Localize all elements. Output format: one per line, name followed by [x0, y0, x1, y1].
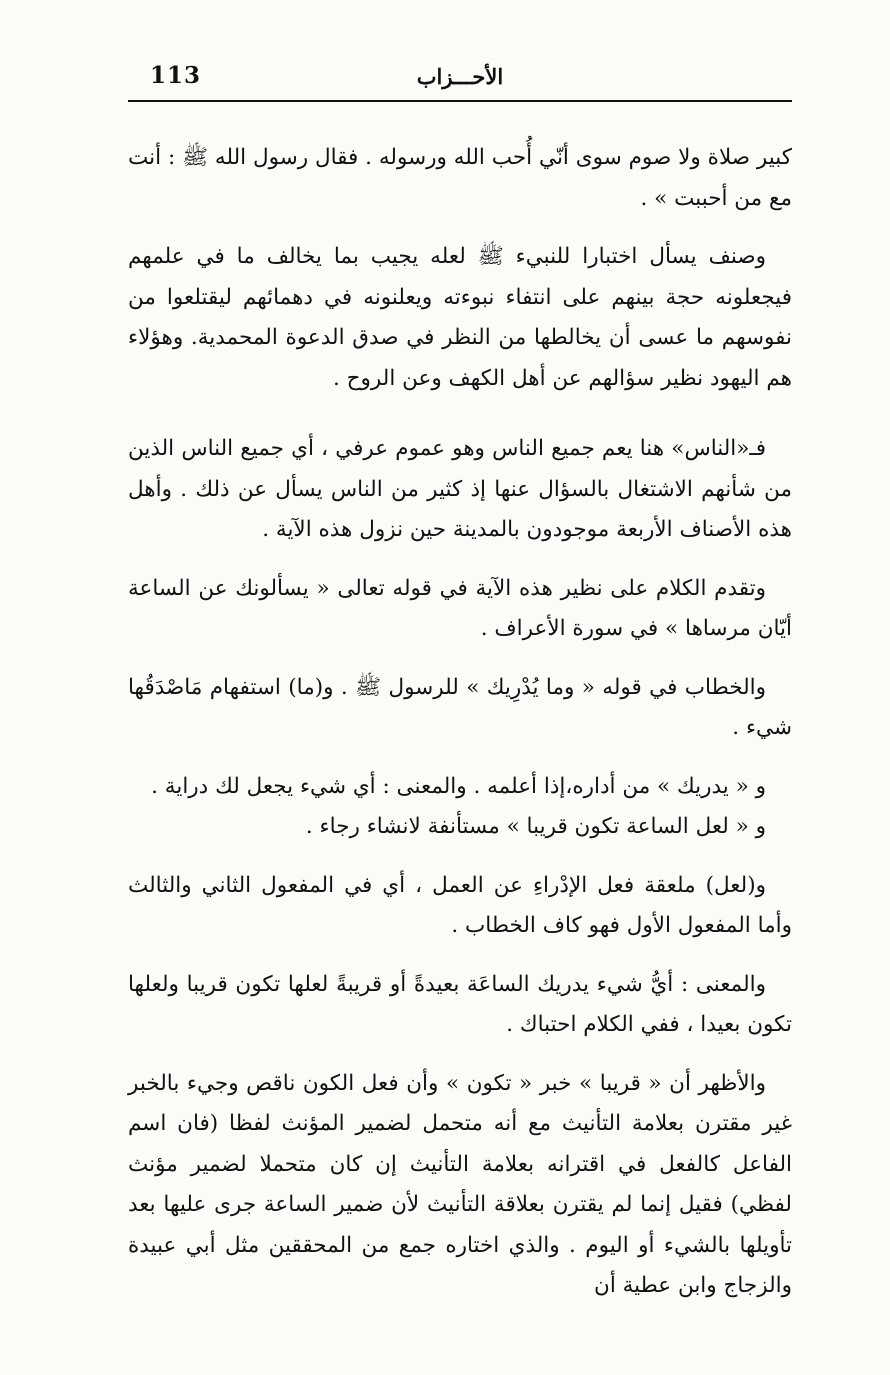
paragraph: والمعنى : أيُّ شيء يدريك الساعَة بعيدةً أو قريبةً لعلها تكون قريبا ولعلها تكون بعيدا ، ففي الكلام احتباك . [128, 971, 792, 1037]
page-header [128, 58, 792, 102]
page-number: 113 [150, 62, 202, 89]
body-text [128, 138, 792, 1325]
paragraph: والأظهر أن « قريبا » خبر « تكون » وأن فعل الكون ناقص وجيء بالخبر غير مقترن بعلامة التأنيث مع أنه متحمل لضمير المؤنث لفظا (فان اسم الفاعل كالفعل في اقترانه بعلامة التأنيث إن كان متحملا لضمير مؤنث لفظي) فقيل إنما لم يقترن بعلاقة التأنيث لأن ضمير الساعة جرى عليها بعد تأويلها بالشيء أو اليوم . والذي اختاره جمع من المحققين مثل أبي عبيدة والزجاج وابن عطية أن [128, 1070, 792, 1298]
running-title: الأحـــزاب [416, 64, 504, 89]
paragraph: و « لعل الساعة تكون قريبا » مستأنفة لانشاء رجاء . [305, 814, 766, 839]
paragraph: والخطاب في قوله « وما يُدْرِيك » للرسول ﷺ . و(ما) استفهام مَاصْدَقُها شيء . [128, 674, 792, 740]
paragraph: و « يدريك » من أداره،إذا أعلمه . والمعنى : أي شيء يجعل لك دراية . [151, 773, 766, 799]
paragraph: وصنف يسأل اختبارا للنبيء ﷺ لعله يجيب بما يخالف ما في علمهم فيجعلونه حجة بينهم على انتفاء نبوءته ويعلنونه في دهمائهم ليقتلعوا من نفوسهم ما عسى أن يخالطها من النظر في صدق الدعوة المحمدية. وهؤلاء هم اليهود نظير سؤالهم عن أهل الكهف وعن الروح . [128, 244, 792, 391]
paragraph: و(لعل) ملعقة فعل الإدْراءِ عن العمل ، أي في المفعول الثاني والثالث وأما المفعول الأول فهو كاف الخطاب . [128, 872, 792, 938]
paragraph: كبير صلاة ولا صوم سوى أنّي أُحب الله ورسوله . فقال رسول الله ﷺ : أنت مع من أحببت » . [128, 145, 792, 211]
header-rule [128, 100, 792, 102]
paragraph: وتقدم الكلام على نظير هذه الآية في قوله تعالى « يسألونك عن الساعة أيّان مرساها » في سورة الأعراف . [128, 575, 792, 641]
paragraph: فـ«الناس» هنا يعم جميع الناس وهو عموم عرفي ، أي جميع الناس الذين من شأنهم الاشتغال بالسؤال عنها إذ كثير من الناس يسأل عن ذلك . وأهل هذه الأصناف الأربعة موجودون بالمدينة حين نزول هذه الآية . [128, 436, 792, 542]
